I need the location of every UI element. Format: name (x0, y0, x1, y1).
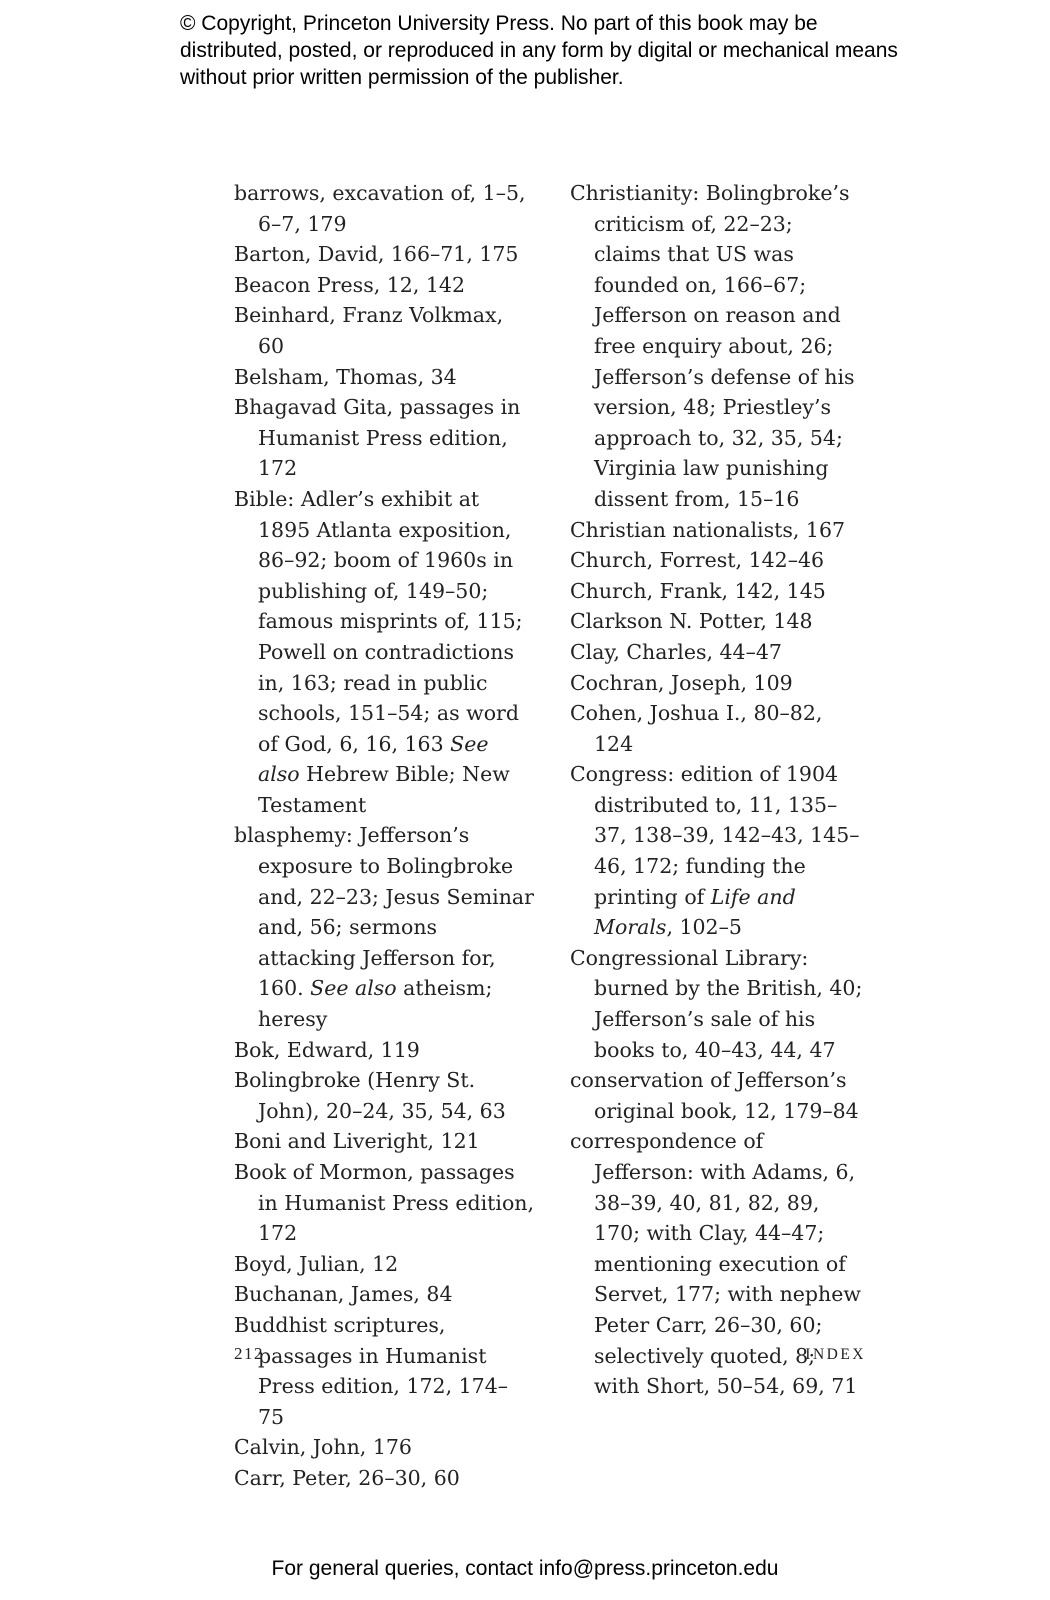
index-entry: Church, Forrest, 142–46 (570, 548, 825, 573)
index-entry: Bible: Adler’s exhibit at 1895 Atlanta exposition, 86–92; boom of 1960s in publishing of, 149–50; famous misprints of, 115; Powell on contradictions in, 163; read in public schools, 151–54; as word of God, 6, 16, 163 See also Hebrew Bible; New Testament (234, 486, 523, 817)
index-entry: correspondence of Jefferson: with Adams, 6, 38–39, 40, 81, 82, 89, 170; with Clay, 44–47; mentioning execution of Servet, 177; with nephew Peter Carr, 26–30, 60; selectively quoted, 8; with Short, 50–54, 69, 71 (570, 1129, 861, 1399)
index-entry: conservation of Jefferson’s original book, 12, 179–84 (570, 1068, 859, 1123)
index-entry: Bok, Edward, 119 (234, 1037, 420, 1062)
index-entry: barrows, excavation of, 1–5, 6–7, 179 (234, 181, 526, 236)
index-entry: Beinhard, Franz Volkmax, 60 (234, 303, 504, 358)
index-column-left (234, 178, 534, 1494)
index-entry: Cochran, Joseph, 109 (570, 670, 793, 695)
index-entry: Bhagavad Gita, passages in Humanist Press edition, 172 (234, 395, 521, 481)
index-entry: Calvin, John, 176 (234, 1435, 412, 1460)
index-entry: Boyd, Julian, 12 (234, 1251, 399, 1276)
index-entry: Buchanan, James, 84 (234, 1282, 453, 1307)
index-entry: Congress: edition of 1904 distributed to, 11, 135–37, 138–39, 142–43, 145–46, 172; funding the printing of Life and Morals, 102–5 (570, 762, 860, 940)
copyright-notice: © Copyright, Princeton University Press. No part of this book may be distributed, posted, or reproduced in any form by digital or mechanical means without prior written permission of the publisher. (180, 12, 898, 89)
footer-contact: For general queries, contact info@press.princeton.edu (271, 1557, 779, 1580)
index-entry: Buddhist scriptures, passages in Humanist Press edition, 172, 174–75 (234, 1312, 509, 1429)
index-entry: Belsham, Thomas, 34 (234, 364, 457, 389)
index-entry: Christian nationalists, 167 (570, 517, 846, 542)
index-entry: Beacon Press, 12, 142 (234, 272, 466, 297)
index-entry: Bolingbroke (Henry St. John), 20–24, 35, 54, 63 (234, 1068, 506, 1123)
index-entry: Cohen, Joshua I., 80–82, 124 (570, 701, 823, 756)
index-entry: Christianity: Bolingbroke’s criticism of, 22–23; claims that US was founded on, 166–67; Jefferson on reason and free enquiry about, 26; Jefferson’s defense of his version, 48; Priestley’s approach to, 32, 35, 54; Virginia law punishing dissent from, 15–16 (570, 181, 855, 511)
index-column-right (570, 178, 865, 1402)
running-head: INDEX (805, 1346, 866, 1363)
index-entry: Barton, David, 166–71, 175 (234, 242, 519, 267)
index-entry: Church, Frank, 142, 145 (570, 578, 826, 603)
index-entry: Carr, Peter, 26–30, 60 (234, 1465, 460, 1490)
index-entry: blasphemy: Jefferson’s exposure to Bolingbroke and, 22–23; Jesus Seminar and, 56; sermons attacking Jefferson for, 160. See also atheism; heresy (234, 823, 534, 1032)
index-entry: Clay, Charles, 44–47 (570, 639, 782, 664)
index-entry: Congressional Library: burned by the British, 40; Jefferson’s sale of his books to, 40–43, 44, 47 (570, 945, 863, 1062)
page-number: 212 (234, 1344, 264, 1363)
index-entry: Boni and Liveright, 121 (234, 1129, 480, 1154)
index-entry: Book of Mormon, passages in Humanist Press edition, 172 (234, 1160, 534, 1246)
index-entry: Clarkson N. Potter, 148 (570, 609, 813, 634)
